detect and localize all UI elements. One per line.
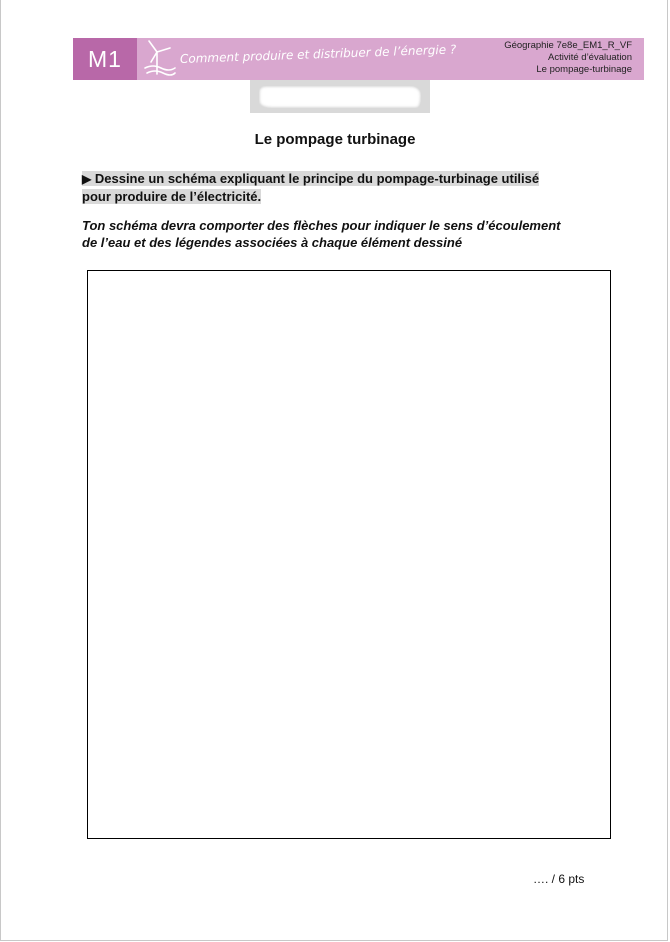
header-meta [504, 40, 632, 76]
play-arrow-icon: ▶ [82, 172, 92, 186]
header-theme: Comment produire et distribuer de l’énergie ? [179, 42, 457, 66]
meta-activity: Activité d’évaluation [548, 52, 632, 63]
module-badge: M1 [73, 38, 137, 80]
instruction-line2: pour produire de l’électricité. [82, 189, 262, 204]
sub-instruction-line1: Ton schéma devra comporter des flèches pour indiquer le sens d’écoulement [82, 218, 561, 233]
wind-turbine-icon [139, 38, 177, 78]
page-title: Le pompage turbinage [254, 131, 416, 148]
meta-course: Géographie 7e8e_EM1_R_VF [504, 40, 632, 51]
torn-paper-blank [259, 86, 421, 108]
meta-topic: Le pompage-turbinage [536, 64, 632, 75]
drawing-area[interactable] [87, 270, 611, 839]
instruction-line1: Dessine un schéma expliquant le principe du pompage-turbinage utilisé [94, 171, 540, 186]
instruction [82, 170, 572, 205]
score-label: …. / 6 pts [533, 872, 585, 886]
sub-instruction [82, 217, 592, 251]
sub-instruction-line2: de l’eau et des légendes associées à chaque élément dessiné [82, 235, 463, 250]
